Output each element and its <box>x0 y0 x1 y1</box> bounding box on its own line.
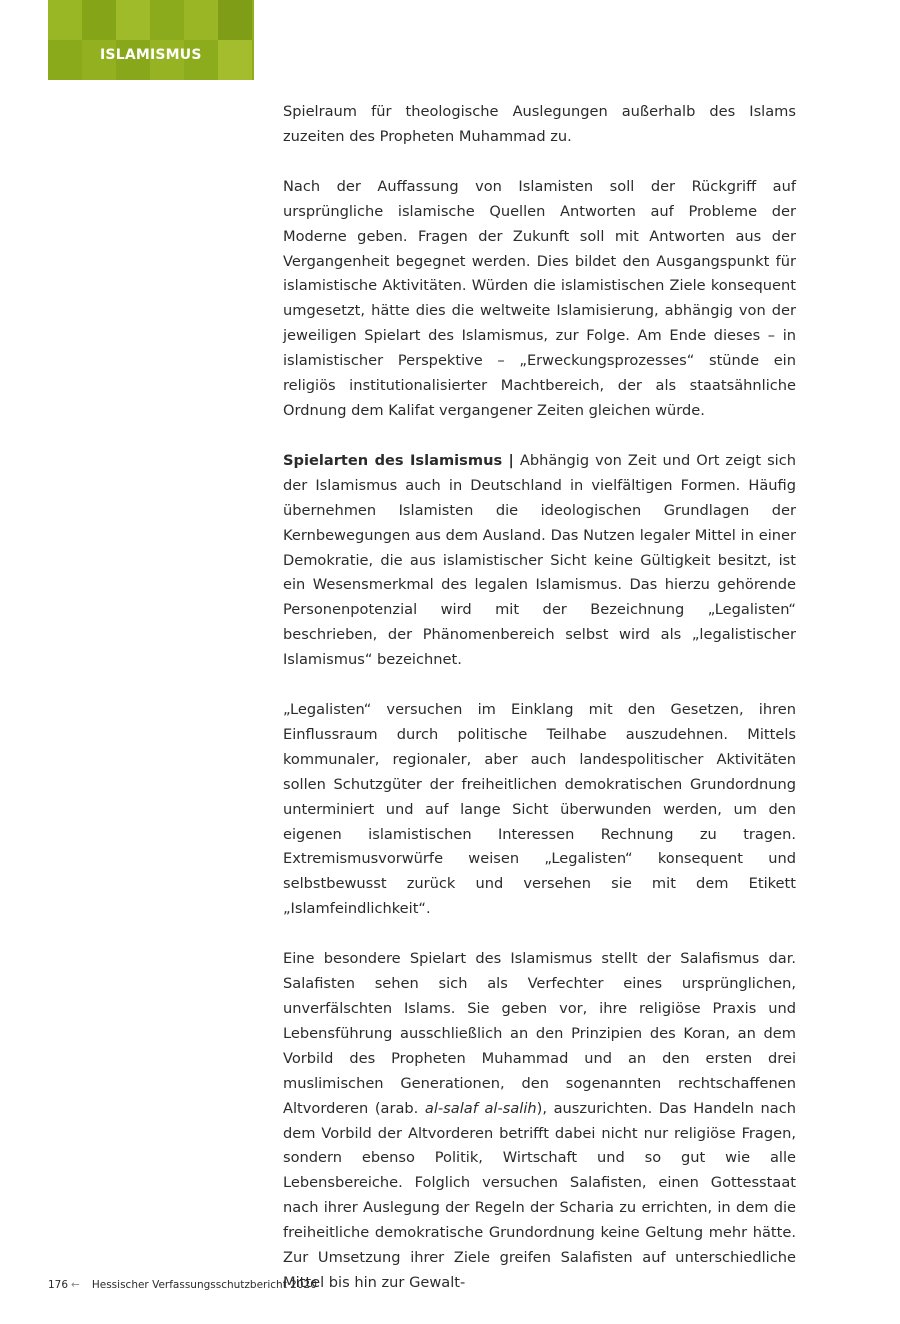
paragraph <box>283 947 796 1296</box>
page-footer <box>48 1279 317 1291</box>
page-number: 176 <box>48 1279 69 1291</box>
header-tile <box>218 0 252 40</box>
paragraph-text: Eine besondere Spielart des Islamismus stellt der Salafismus dar. Salafisten sehen sich als Verfechter eines ursprünglichen, unverfälschten Islams. Sie geben vor, ihre religiöse Praxis und Lebensführung ausschließlich an den Prinzipien des Koran, an dem Vorbild des Propheten Muhammad und an den ersten drei muslimischen Generationen, den sogenannten rechtschaffenen Altvorderen (arab. <box>283 950 796 1117</box>
header-tile <box>82 0 116 40</box>
section-label: ISLAMISMUS <box>100 47 202 63</box>
header-tile <box>48 0 82 40</box>
header-tile <box>150 0 184 40</box>
publication-title: Hessischer Verfassungsschutzbericht 2020 <box>91 1279 317 1291</box>
paragraph-text: Abhängig von Zeit und Ort zeigt sich der Islamismus auch in Deutschland in vielfältigen Formen. Häufig übernehmen Islamisten die ideologischen Grundlagen der Kernbewegungen aus dem Ausland. Das Nutzen legaler Mittel in einer Demokratie, die aus islamistischer Sicht keine Gültigkeit besitzt, ist ein Wesensmerkmal des legalen Islamismus. Das hierzu gehörende Personenpotenzial wird mit der Bezeichnung „Legalisten“ beschrieben, der Phänomenbereich selbst wird als „legalistischer Islamismus“ bezeichnet. <box>283 451 796 669</box>
header-tile <box>184 0 218 40</box>
header-tile <box>116 0 150 40</box>
body-text <box>283 100 796 1321</box>
paragraph-text: ), auszurichten. Das Handeln nach dem Vorbild der Altvorderen betrifft dabei nicht nur religiöse Fragen, sondern ebenso Politik, Wirtschaft und so gut wie alle Lebensbereiche. Folglich versuchen Salafisten, einen Gottesstaat nach ihrer Auslegung der Regeln der Scharia zu errichten, in dem die freiheitliche demokratische Grundordnung keine Geltung mehr hätte. Zur Umsetzung ihrer Ziele greifen Salafisten auf unterschiedliche Mittel bis hin zur Gewalt- <box>283 1099 796 1291</box>
paragraph-text: „Legalisten“ versuchen im Einklang mit den Gesetzen, ihren Einflussraum durch politische Teilhabe auszudehnen. Mittels kommunaler, regionaler, aber auch landespolitischer Aktivitäten sollen Schutzgüter der freiheitlichen demokratischen Grundordnung unterminiert und auf lange Sicht überwunden werden, um den eigenen islamistischen Interessen Rechnung zu tragen. Extremismusvorwürfe weisen „Legalisten“ konsequent und selbstbewusst zurück und versehen sie mit dem Etikett „Islamfeindlichkeit“. <box>283 701 796 918</box>
arrow-left-icon: ← <box>71 1279 80 1291</box>
section-header-banner <box>48 0 254 80</box>
header-tile <box>48 40 82 80</box>
header-tile <box>218 40 252 80</box>
paragraph-text: Spielraum für theologische Auslegungen außerhalb des Islams zuzeiten des Propheten Muhammad zu. <box>283 103 796 145</box>
paragraph-text: Nach der Auffassung von Islamisten soll der Rückgriff auf ursprüngliche islamische Quellen Antworten auf Probleme der Moderne geben. Fragen der Zukunft soll mit Antworten aus der Vergangenheit begegnet werden. Dies bildet den Ausgangspunkt für islamistische Aktivitäten. Würden die islamistischen Ziele konsequent umgesetzt, hätte dies die weltweite Islamisierung, abhängig von der jeweiligen Spielart des Islamismus, zur Folge. Am Ende dieses – in islamistischer Perspektive – „Erweckungsprozesses“ stünde ein religiös institutionalisierter Machtbereich, der als staatsähnliche Ordnung dem Kalifat vergangener Zeiten gleichen würde. <box>283 177 796 419</box>
paragraph <box>283 698 796 922</box>
paragraph <box>283 100 796 150</box>
paragraph <box>283 175 796 424</box>
paragraph <box>283 449 796 673</box>
italic-term: al-salaf al-salih <box>424 1099 537 1117</box>
run-in-heading: Spielarten des Islamismus | <box>283 451 514 469</box>
